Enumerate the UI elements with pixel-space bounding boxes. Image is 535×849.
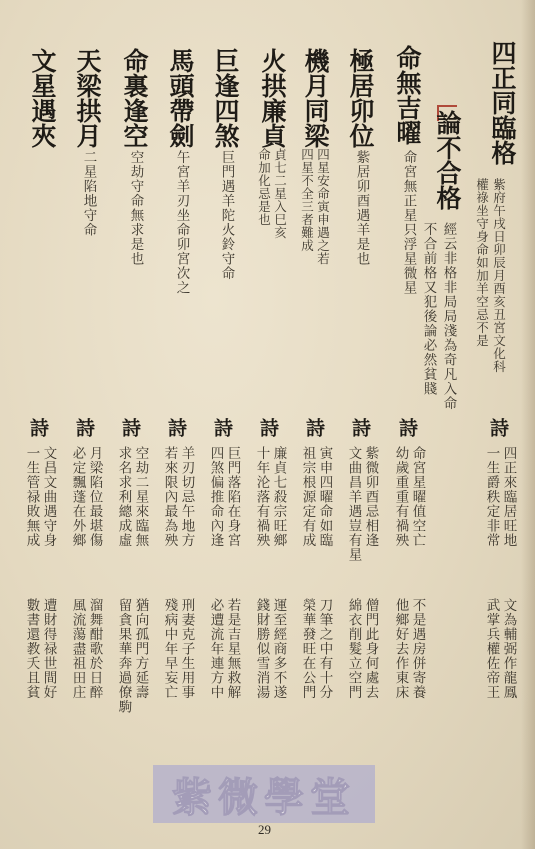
section-note: 經云非格非局局淺為奇凡入命 xyxy=(440,222,457,411)
poem-label: 詩 xyxy=(119,418,141,437)
rule-note: 二星陷地守命 xyxy=(80,150,97,237)
poem-label: 詩 xyxy=(211,418,233,437)
page-number: 29 xyxy=(258,822,271,837)
poem-line: 文曲昌羊遇豈有星 xyxy=(345,446,362,562)
rule-heading: 火拱廉貞 xyxy=(258,48,287,148)
poem-line: 一生管禄敗無成 xyxy=(23,446,40,548)
rule-note: 空劫守命無求是也 xyxy=(127,150,144,266)
poem-line: 命宮星曜值空亡 xyxy=(409,446,426,548)
rule-note: 午宮羊刃坐命卯宮次之 xyxy=(173,150,190,295)
poem-line: 溜舞酣歌於日醉 xyxy=(86,598,103,700)
rule-heading: 文星遇夾 xyxy=(28,48,57,148)
rule-heading: 極居卯位 xyxy=(346,48,375,148)
watermark-text: 紫微學堂 xyxy=(172,773,356,821)
poem-line: 他鄉好去作東床 xyxy=(392,598,409,700)
poem-line: 刀筆之中有十分 xyxy=(316,598,333,700)
poem-line: 武掌兵權佐帝王 xyxy=(483,598,500,700)
poem-line: 錢財勝似雪消湯 xyxy=(253,598,270,700)
poem-line: 不是遇房併寄養 xyxy=(409,598,426,700)
rule-heading: 命無吉曜 xyxy=(393,45,422,145)
poem-line: 留貪果華奔過僚駒 xyxy=(115,598,132,714)
poem-label: 詩 xyxy=(396,418,418,437)
poem-line: 僧門此身何處去 xyxy=(362,598,379,700)
poem-line: 若來限內最為殃 xyxy=(161,446,178,548)
title-note: 紫府午戌日卯辰月酉亥丑宮文化科 xyxy=(491,178,507,373)
poem-line: 綿衣削髮立空門 xyxy=(345,598,362,700)
poem-label: 詩 xyxy=(165,418,187,437)
rule-note: 命宮無正星只浮星微星 xyxy=(400,150,417,295)
poem-line: 幼歲重重有禍殃 xyxy=(392,446,409,548)
poem-line: 必遭流年連方中 xyxy=(207,598,224,700)
poem-line: 羊刃切忌午地方 xyxy=(178,446,195,548)
section-heading: 論不合格 xyxy=(433,110,462,210)
rule-heading: 馬頭帶劍 xyxy=(166,48,195,148)
poem-line: 空劫二星來臨無 xyxy=(132,446,149,548)
poem-line: 十年沦落有禍殃 xyxy=(253,446,270,548)
poem-line: 月梁陷位最堪傷 xyxy=(86,446,103,548)
page-fold-shadow xyxy=(521,0,535,849)
poem-line: 一生爵秩定非常 xyxy=(483,446,500,548)
rule-note: 四星安命寅申遇之若 xyxy=(315,148,331,265)
poem-line: 運至經商多不遂 xyxy=(270,598,287,700)
rule-note: 巨門遇羊陀火鈴守命 xyxy=(218,150,235,281)
section-note-2: 不合前格又犯後論必然貧賤 xyxy=(420,222,437,396)
watermark-seal xyxy=(153,765,375,823)
rule-note: 貞七二星入巳亥 xyxy=(272,148,288,239)
rule-note-2: 命加化忌是也 xyxy=(256,148,272,226)
poem-line: 必定飄蓬在外鄉 xyxy=(69,446,86,548)
poem-line: 求名求利總成虛 xyxy=(115,446,132,548)
poem-line: 寅申四曜命如臨 xyxy=(316,446,333,548)
poem-label: 詩 xyxy=(487,418,509,437)
poem-line: 數書還教夭且貧 xyxy=(23,598,40,700)
poem-line: 廉貞七殺宗旺鄉 xyxy=(270,446,287,548)
poem-line: 文昌文曲遇守身 xyxy=(40,446,57,548)
poem-line: 遭財得禄世間好 xyxy=(40,598,57,700)
poem-line: 殘病中年早妄亡 xyxy=(161,598,178,700)
rule-heading: 天梁拱月 xyxy=(73,48,102,148)
rule-heading: 命裏逢空 xyxy=(120,48,149,148)
poem-label: 詩 xyxy=(73,418,95,437)
rule-note: 紫居卯酉遇羊是也 xyxy=(353,150,370,266)
poem-line: 猶向孤門方延壽 xyxy=(132,598,149,700)
rule-note-2: 四星不全三者難成 xyxy=(299,148,315,252)
poem-line: 若是吉星無救解 xyxy=(224,598,241,700)
poem-line: 紫微卯酉忌相逢 xyxy=(362,446,379,548)
poem-line: 四正來臨居旺地 xyxy=(500,446,517,548)
poem-line: 文為輔弼作龍鳳 xyxy=(500,598,517,700)
poem-line: 四煞偏推命內逢 xyxy=(207,446,224,548)
page-title: 四正同臨格 xyxy=(488,40,517,165)
poem-label: 詩 xyxy=(257,418,279,437)
poem-label: 詩 xyxy=(27,418,49,437)
rule-heading: 巨逢四煞 xyxy=(211,48,240,148)
poem-line: 祖宗根源定有成 xyxy=(299,446,316,548)
poem-line: 榮華發旺在公門 xyxy=(299,598,316,700)
title-note-2: 權祿坐守身命如加羊空忌不是 xyxy=(474,178,490,347)
poem-label: 詩 xyxy=(303,418,325,437)
rule-heading: 機月同梁 xyxy=(301,48,330,148)
poem-line: 風流蕩盡祖田庄 xyxy=(69,598,86,700)
poem-line: 巨門落陷在身宮 xyxy=(224,446,241,548)
poem-line: 刑妻克子生用事 xyxy=(178,598,195,700)
poem-label: 詩 xyxy=(349,418,371,437)
